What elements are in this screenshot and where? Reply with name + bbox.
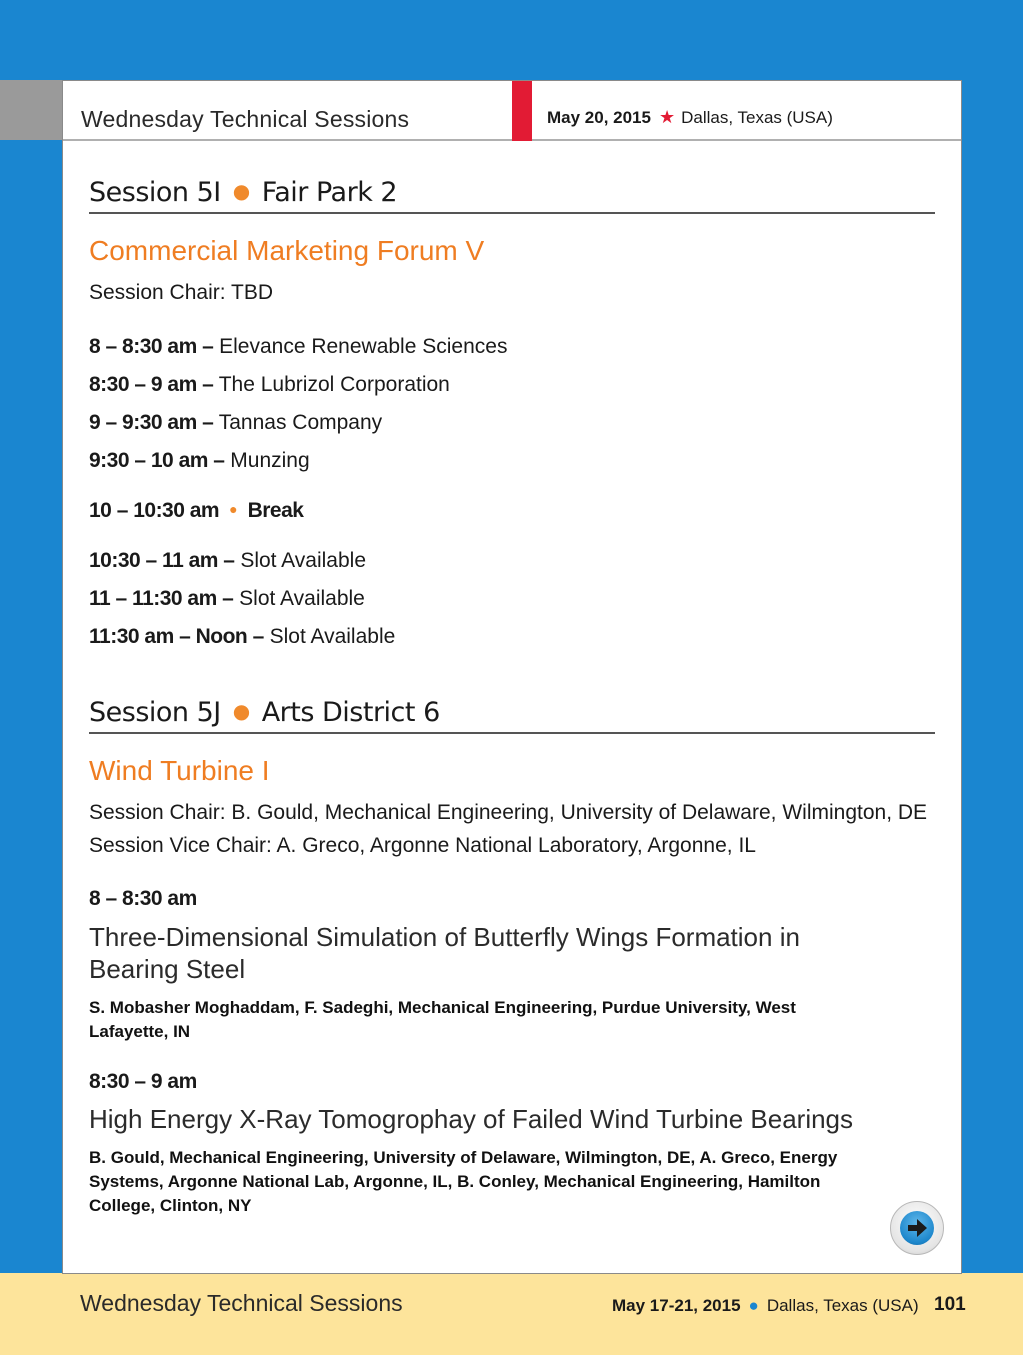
schedule-row: 10:30 – 11 am – Slot Available (89, 549, 367, 572)
session-vice-chair: Session Vice Chair: A. Greco, Argonne National Laboratory, Argonne, IL (89, 834, 756, 857)
footer-location: Dallas, Texas (USA) (766, 1296, 919, 1315)
break-row (89, 499, 303, 523)
paper-title: Three-Dimensional Simulation of Butterfly Wings Formation in Bearing Steel (89, 922, 800, 984)
session-code: Session 5I (89, 177, 221, 208)
page-number: 101 (934, 1294, 966, 1315)
footer-date: May 17-21, 2015 (612, 1296, 741, 1315)
header-date: May 20, 2015 (547, 108, 651, 127)
header-date-location (547, 107, 833, 128)
paper-title: High Energy X-Ray Tomogrophay of Failed Wind Turbine Bearings (89, 1104, 854, 1134)
next-page-arrow-icon (900, 1211, 934, 1245)
schedule-row: 11 – 11:30 am – Slot Available (89, 587, 365, 610)
header-red-marker (512, 81, 532, 141)
break-time: 10 – 10:30 am (89, 499, 220, 522)
bullet-icon: ● (232, 699, 250, 723)
schedule-row: 8 – 8:30 am – Elevance Renewable Sciences (89, 335, 508, 358)
footer-date-location (612, 1296, 919, 1316)
schedule-row: 11:30 am – Noon – Slot Available (89, 625, 396, 648)
schedule-row: 9 – 9:30 am – Tannas Company (89, 411, 383, 434)
section-tab (0, 80, 62, 140)
bullet-icon: ● (232, 179, 250, 203)
session-chair: Session Chair: B. Gould, Mechanical Engineering, University of Delaware, Wilmington, DE (89, 801, 928, 824)
next-page-button[interactable] (890, 1201, 944, 1255)
session-room: Fair Park 2 (261, 177, 398, 208)
session-chair: Session Chair: TBD (89, 281, 274, 304)
session-5j-heading (89, 697, 935, 734)
break-label: Break (247, 499, 304, 522)
star-icon: ★ (658, 107, 676, 127)
paper-time: 8 – 8:30 am (89, 887, 197, 910)
page-header (63, 81, 961, 141)
session-title: Commercial Marketing Forum V (89, 235, 485, 266)
bullet-icon: ● (229, 501, 238, 517)
session-title: Wind Turbine I (89, 755, 270, 786)
session-code: Session 5J (89, 697, 221, 728)
paper-authors: B. Gould, Mechanical Engineering, University of Delaware, Wilmington, DE, A. Greco, Energy Systems, Argonne National Lab, Argonne, IL, B. Conley, Mechanical Engineering, Hamilton College, Clinton, NY (89, 1148, 838, 1215)
footer-title: Wednesday Technical Sessions (80, 1290, 403, 1316)
bullet-icon: ● (748, 1296, 759, 1315)
schedule-row: 9:30 – 10 am – Munzing (89, 449, 310, 472)
session-room: Arts District 6 (261, 697, 440, 728)
paper-authors: S. Mobasher Moghaddam, F. Sadeghi, Mechanical Engineering, Purdue University, West Lafayette, IN (89, 998, 796, 1041)
session-5i-heading (89, 177, 935, 214)
page-sheet (62, 80, 962, 1274)
schedule-row: 8:30 – 9 am – The Lubrizol Corporation (89, 373, 450, 396)
paper-time: 8:30 – 9 am (89, 1070, 197, 1093)
header-title: Wednesday Technical Sessions (81, 106, 410, 132)
header-location: Dallas, Texas (USA) (681, 108, 833, 127)
